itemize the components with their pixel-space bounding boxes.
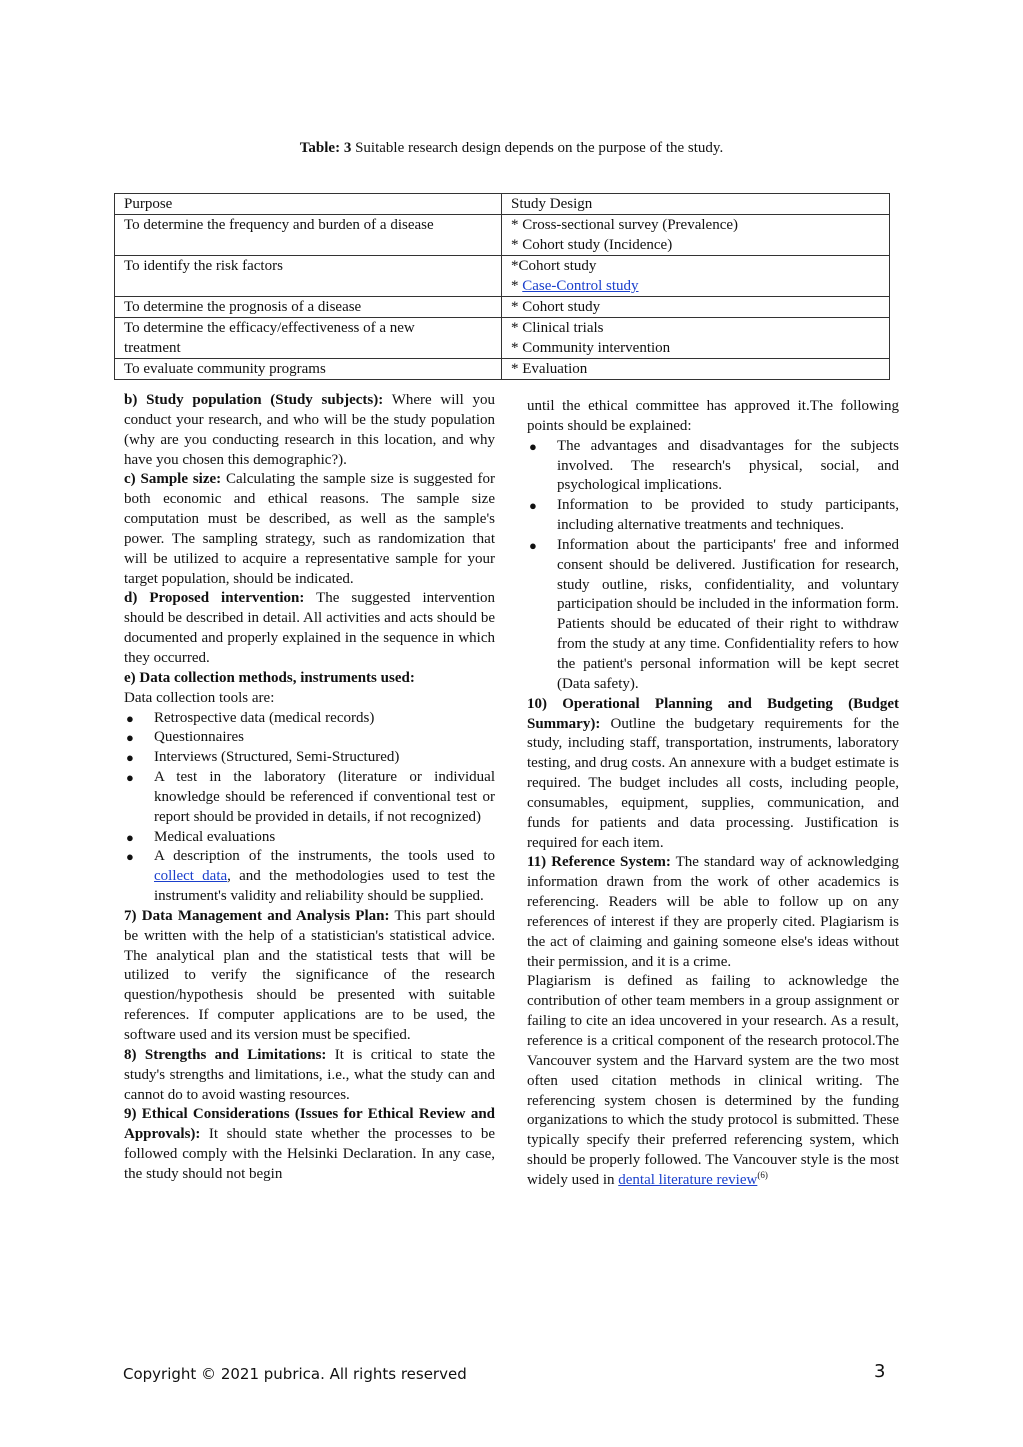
section-heading: 8) Strengths and Limitations: [124,1046,327,1063]
section-heading: d) Proposed intervention: [124,590,305,607]
design-text: * Cohort study [511,299,601,315]
bullet-icon: ● [126,710,134,726]
section-heading: e) Data collection methods, instruments used: [124,669,415,686]
study-population-paragraph: b) Study population (Study subjects): Where will you conduct your research, and who will be the study population (why are you conducting research in this location, and why have you chosen this demographic?). [124,392,495,468]
budgeting-paragraph: 10) Operational Planning and Budgeting (Budget Summary): Outline the budgetary requirements for the study, including staff, transportation, instruments, laboratory testing, and drug costs. An annexure with a budget estimate is required. The budget includes all costs, including people, consumables, equipment, supplies, communication, and funds for patients and data processing. Justification is required for each item. [527,695,899,851]
section-heading: b) Study population (Study subjects): [124,392,384,408]
data-collection-list [124,709,495,907]
table-header-row [115,194,890,215]
left-column [124,391,495,1185]
table-caption-text: Suitable research design depends on the purpose of the study. [351,140,724,156]
footer-copyright: Copyright © 2021 pubrica. All rights reserved [123,1365,467,1383]
list-item: ● A test in the laboratory (literature or individual knowledge should be referenced if conventional test or report should be provided in details, if not recognized) [126,769,495,825]
citation-superscript: (6) [757,1169,768,1180]
header-purpose: Purpose [115,194,502,215]
bullet-icon: ● [529,438,537,454]
bullet-icon: ● [126,750,134,766]
section-heading: 7) Data Management and Analysis Plan: [124,907,390,924]
proposed-intervention-paragraph: d) Proposed intervention: The suggested intervention should be described in detail. All activities and acts should be documented and properly explained in the sequence in which they occurred. [124,590,495,666]
data-management-paragraph: 7) Data Management and Analysis Plan: This part should be written with the help of a statistician's statistical advice. The analytical plan and the statistical tests that will be utilized to verify the significance of the research question/hypothesis should be presented with suitable references. If computer applications are to be used, the software used and its version must be specified. [124,907,495,1043]
ethical-considerations-paragraph: 9) Ethical Considerations (Issues for Ethical Review and Approvals): It should state whether the processes to be followed comply with the Helsinki Declaration. In any case, the study should not begin [124,1106,495,1182]
table-row [115,256,890,297]
purpose-text: To determine the frequency and burden of a disease [124,217,434,233]
purpose-cell [115,318,502,359]
purpose-text: To identify the risk factors [124,258,283,274]
table-caption-label: Table: 3 [299,140,352,156]
design-text: * Cohort study (Incidence) [511,237,673,253]
design-text: * Evaluation [511,361,588,377]
design-cell [502,359,890,380]
purpose-text: To evaluate community programs [124,361,326,377]
data-collection-intro: Data collection tools are: [124,689,275,706]
section-heading: 11) Reference System: [527,854,671,871]
right-column [527,397,899,1191]
data-collection-heading [124,669,495,689]
list-item: ● Information about the participants' free and informed consent should be delivered. Justification for research, study outline, risks, confidentiality, and voluntary participation should be included in the information form. Patients should be educated of their right to withdraw from the study at any time. Confidentiality refers to how the patient's personal information will be kept secret (Data safety). [529,536,899,692]
table-row [115,215,890,256]
list-item: ● A description of the instruments, the tools used to collect data, and the methodologies used to test the instrument's validity and reliability should be supplied. [126,848,495,905]
header-study-design: Study Design [502,194,890,215]
research-design-table [114,193,890,380]
case-control-study-link[interactable]: Case-Control study [522,278,639,294]
bullet-icon: ● [529,498,537,514]
section-heading: c) Sample size: [124,471,222,488]
list-item: ● Retrospective data (medical records) [124,709,495,729]
table-row [115,359,890,380]
list-item: ● Questionnaires [124,728,495,748]
ethical-points-list [527,437,899,695]
design-text: * Clinical trials [511,320,604,336]
ethical-continuation-paragraph: until the ethical committee has approved it.The following points should be explained: [527,398,899,434]
design-cell [502,318,890,359]
design-text: * Cross-sectional survey (Prevalence) [511,217,739,233]
sample-size-paragraph: c) Sample size: Calculating the sample size is suggested for both economic and ethical reasons. The sample size computation must be described, as well as the sample's power. The sampling strategy, such as randomization that will be utilized to acquire a representative sample for your target population, should be indicated. [124,471,496,587]
purpose-text: treatment [124,340,181,356]
bullet-icon: ● [529,537,537,553]
dental-literature-review-link[interactable]: dental literature review [618,1171,758,1188]
section-heading: 10) Operational Planning and Budgeting (Budget Summary): [527,695,899,732]
table-row [115,318,890,359]
bullet-icon: ● [126,770,134,786]
design-prefix: * [511,278,523,294]
design-text: *Cohort study [511,258,597,274]
list-item: ● Medical evaluations [124,828,495,848]
bullet-icon: ● [126,829,134,845]
bullet-icon: ● [126,730,134,746]
collect-data-link[interactable]: collect data [154,868,228,885]
purpose-cell [115,256,502,297]
purpose-cell [115,297,502,318]
list-item: ● Information to be provided to study participants, including alternative treatments and techniques. [529,497,899,534]
plagiarism-paragraph: Plagiarism is defined as failing to acknowledge the contribution of other team members in a group assignment or failing to cite an idea uncovered in your research. As a result, reference is a critical component of the research protocol.The Vancouver system and the Harvard system are the two most often used citation methods in clinical writing. The referencing system chosen is determined by the funding organizations to which the study protocol is submitted. These typically specify their preferred referencing system, which should be properly followed. The Vancouver style is the most widely used in dental literature review$^{(6)}$ [527,973,899,1188]
bullet-icon: ● [126,849,134,865]
design-cell [502,256,890,297]
table-row [115,297,890,318]
section-heading: 9) Ethical Considerations (Issues for Ethical Review and Approvals): [124,1106,495,1143]
purpose-cell [115,359,502,380]
design-cell [502,297,890,318]
strengths-limitations-paragraph: 8) Strengths and Limitations: It is critical to state the study's strengths and limitations, i.e., what the study can and cannot do to avoid wasting resources. [124,1046,495,1103]
list-item: ● Interviews (Structured, Semi-Structured) [124,748,495,768]
page-number: 3 [874,1361,886,1382]
table-caption [0,138,1023,158]
design-text: * Community intervention [511,340,671,356]
purpose-cell [115,215,502,256]
reference-system-paragraph: 11) Reference System: The standard way of acknowledging information drawn from the work of other academics is referencing. Readers will be able to follow up on any references of interest if they are properly cited. Plagiarism is the act of claiming and gaining someone else's ideas without their permission, and it is a crime. [527,854,899,970]
purpose-text: To determine the efficacy/effectiveness of a new [124,320,415,336]
purpose-text: To determine the prognosis of a disease [124,299,362,315]
design-cell [502,215,890,256]
list-item: ● The advantages and disadvantages for the subjects involved. The research's physical, social, and psychological implications. [529,437,899,494]
design-text-with-link [511,276,889,296]
